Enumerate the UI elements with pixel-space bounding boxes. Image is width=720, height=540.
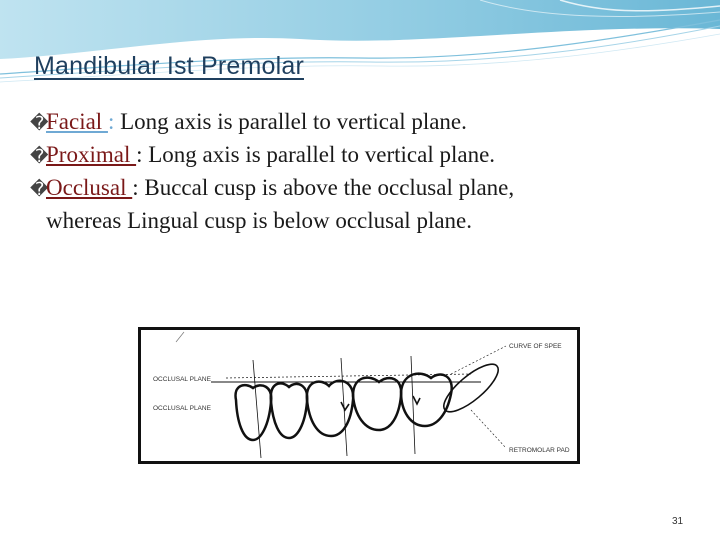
bullet-marker: � xyxy=(30,113,49,133)
premolar-figure xyxy=(138,327,580,464)
tooth-outline xyxy=(353,378,401,430)
figure-label-occlusal-plane: OCCLUSAL PLANE xyxy=(153,376,211,383)
bullet-text: Buccal cusp is above the occlusal plane, xyxy=(144,175,515,200)
long-axis-line xyxy=(411,356,415,454)
bullet-text: Long axis is parallel to vertical plane. xyxy=(120,109,467,134)
bullet-occlusal-continuation: whereas Lingual cusp is below occlusal plane. xyxy=(46,208,473,233)
bullet-proximal xyxy=(30,139,710,172)
cusp-mark xyxy=(413,396,420,404)
figure-label-retromolar: RETROMOLAR PAD xyxy=(509,447,570,454)
retromolar-pad-outline xyxy=(437,357,505,419)
bullet-separator: : xyxy=(136,142,149,167)
bullet-term-facial: Facial xyxy=(46,109,108,134)
figure-label-curve: CURVE OF SPEE xyxy=(509,343,562,350)
long-axis-line xyxy=(253,360,261,458)
bullet-marker: � xyxy=(30,179,49,199)
bullet-marker: � xyxy=(30,146,49,166)
bullet-text: Long axis is parallel to vertical plane. xyxy=(148,142,496,167)
page-number: 31 xyxy=(672,516,684,527)
bullet-separator: : xyxy=(107,109,121,134)
bullet-term-proximal: Proximal xyxy=(46,142,137,167)
corner-mark xyxy=(176,332,184,342)
bullet-separator: : xyxy=(132,175,145,200)
header-wave-decoration xyxy=(0,0,720,100)
cusp-mark xyxy=(341,402,349,410)
bullet-term-occlusal: Occlusal xyxy=(46,175,133,200)
leader-line-retromolar xyxy=(471,410,506,448)
tooth-diagram xyxy=(141,330,577,461)
slide-title: Mandibular Ist Premolar xyxy=(34,52,304,80)
tooth-outline xyxy=(401,374,452,426)
tooth-outline xyxy=(271,383,307,438)
bullet-occlusal xyxy=(30,172,710,205)
figure-label-occlusal-plane-secondary: OCCLUSAL PLANE xyxy=(153,405,211,412)
bullet-facial xyxy=(30,106,710,139)
tooth-outline xyxy=(236,385,272,440)
bullet-list xyxy=(30,106,710,237)
